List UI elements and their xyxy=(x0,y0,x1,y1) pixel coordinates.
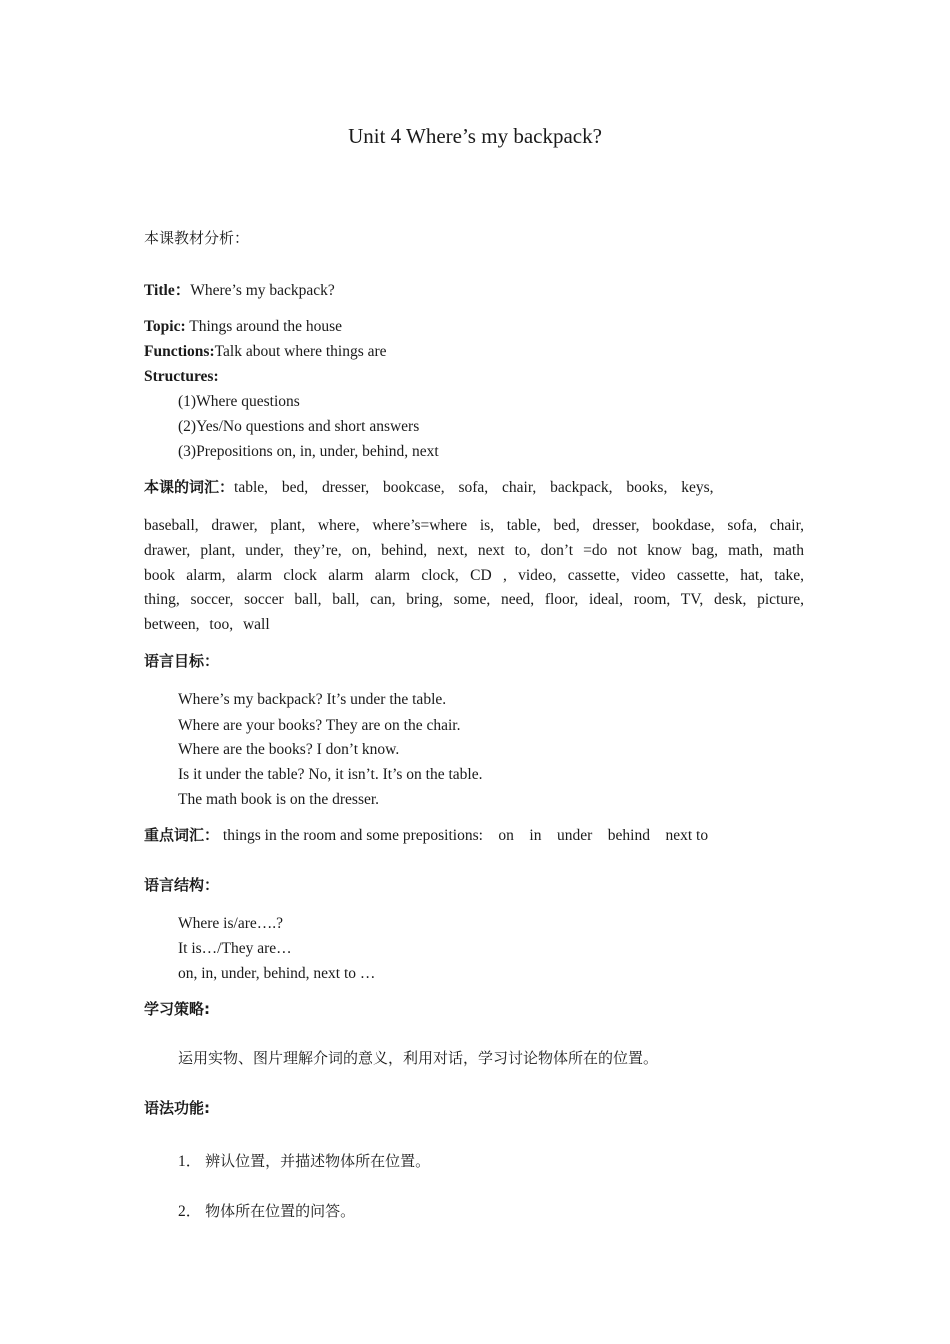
analysis-heading: 本课教材分析： xyxy=(144,229,250,247)
topic-value: Things around the house xyxy=(185,318,343,335)
grammar-item-number: 1． xyxy=(178,1153,202,1170)
vocab-first-words: table, bed, dresser, bookcase, sofa, chair, backpack, books, keys, xyxy=(234,479,714,496)
strategy-heading: 学习策略: xyxy=(144,1000,210,1018)
language-goal: The math book is on the dresser. xyxy=(178,791,380,808)
structures-label: Structures: xyxy=(144,368,219,385)
topic-line xyxy=(144,316,342,338)
vocab-label: 本课的词汇： xyxy=(144,478,235,496)
functions-line xyxy=(144,341,387,363)
grammar-item xyxy=(178,1200,355,1223)
structure-line: It is…/They are… xyxy=(178,940,292,957)
grammar-item-number: 2． xyxy=(178,1203,202,1220)
title-value: Where’s my backpack? xyxy=(190,282,335,299)
language-goal: Where are your books? They are on the chair. xyxy=(178,717,461,734)
grammar-item-text: 物体所在位置的问答。 xyxy=(205,1202,356,1220)
title-label: Title： xyxy=(144,282,191,299)
grammar-item-text: 辨认位置，并描述物体所在位置。 xyxy=(205,1152,431,1170)
language-goal: Where are the books? I don’t know. xyxy=(178,741,400,758)
strategy-text: 运用实物、图片理解介词的意义，利用对话，学习讨论物体所在的位置。 xyxy=(178,1049,659,1067)
structure-item: (1)Where questions xyxy=(178,393,300,410)
structure-line: Where is/are….? xyxy=(178,915,283,932)
functions-label: Functions: xyxy=(144,343,215,360)
key-vocab-value: things in the room and some prepositions: on in under behind next to xyxy=(219,827,709,844)
structure-heading: 语言结构： xyxy=(144,876,220,894)
structure-line: on, in, under, behind, next to … xyxy=(178,965,376,982)
language-goal: Is it under the table? No, it isn’t. It’s on the table. xyxy=(178,766,483,783)
structure-item: (3)Prepositions on, in, under, behind, next xyxy=(178,443,439,460)
structure-item: (2)Yes/No questions and short answers xyxy=(178,418,420,435)
language-goal: Where’s my backpack? It’s under the table. xyxy=(178,691,447,708)
functions-value: Talk about where things are xyxy=(214,343,387,360)
language-goals-heading: 语言目标： xyxy=(144,652,220,670)
key-vocab-label: 重点词汇： xyxy=(144,826,220,844)
document-title: Unit 4 Where’s my backpack? xyxy=(348,124,602,148)
grammar-heading: 语法功能: xyxy=(144,1099,210,1117)
key-vocab-line xyxy=(144,824,708,847)
vocab-list: baseball, drawer, plant, where, where’s=where is, table, bed, dresser, bookdase, sofa, chair, drawer, plant, under, they’re, on, behind, next, next to, don’t =do not know bag, math, math book alarm, alarm clock alarm alarm clock, CD , video, cassette, video cassette, hat, take, thing, soccer, soccer ball, ball, can, bring, some, need, floor, ideal, room, TV, desk, picture, between, too, wall xyxy=(144,517,804,634)
grammar-item xyxy=(178,1150,430,1173)
topic-label: Topic: xyxy=(144,318,186,335)
title-line xyxy=(144,280,335,302)
vocab-first-line xyxy=(144,476,784,499)
